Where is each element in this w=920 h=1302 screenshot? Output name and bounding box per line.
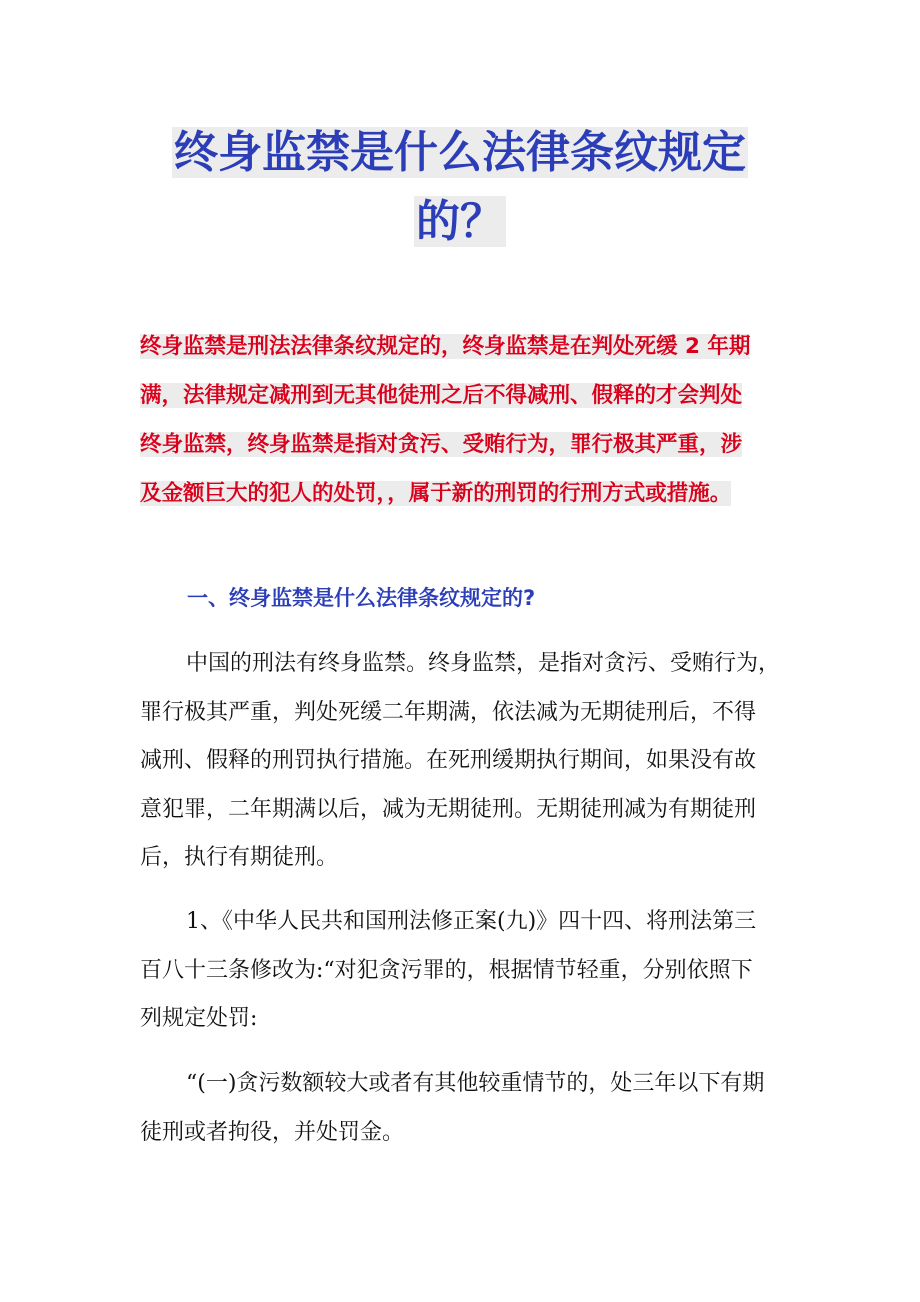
- title-line-2: 的？: [416, 196, 504, 247]
- title-line-1: 终身监禁是什么法律条纹规定: [174, 127, 746, 178]
- document-title-continued: [120, 186, 800, 258]
- paragraph-line: 百八十三条修改为:“对犯贪污罪的，根据情节轻重，分别依照下: [140, 957, 753, 983]
- summary-line: [140, 469, 782, 518]
- body-paragraph-3: [140, 1060, 782, 1157]
- paragraph-line: 减刑、假释的刑罚执行措施。在死刑缓期执行期间，如果没有故: [140, 748, 757, 773]
- paragraph-line: 列规定处罚:: [140, 1006, 258, 1031]
- document-title: [120, 117, 800, 189]
- paragraph-line: “(一)贪污数额较大或者有其他较重情节的，处三年以下有期: [186, 1071, 765, 1096]
- paragraph-line: 1、《中华人民共和国刑法修正案(九)》四十四、将刑法第三: [186, 909, 757, 934]
- summary-line-text: 及金额巨大的犯人的处罚，，属于新的刑罚的行刑方式或措施。: [140, 481, 732, 506]
- summary-line: [140, 322, 782, 371]
- paragraph-line: 意犯罪，二年期满以后，减为无期徒刑。无期徒刑减为有期徒刑: [140, 796, 757, 822]
- summary-paragraph: [140, 322, 782, 518]
- summary-line: [140, 420, 782, 469]
- paragraph-line: 徒刑或者拘役，并处罚金。: [140, 1119, 405, 1145]
- section-heading: 一、终身监禁是什么法律条纹规定的?: [187, 586, 536, 610]
- body-paragraph-1: [140, 640, 782, 883]
- summary-line-text: 终身监禁是刑法法律条纹规定的，终身监禁是在判处死缓 2 年期: [140, 334, 751, 359]
- body-paragraph-2: [140, 898, 782, 1044]
- summary-line-text: 满，法律规定减刑到无其他徒刑之后不得减刑、假释的才会判处: [140, 383, 743, 408]
- paragraph-line: 罪行极其严重，判处死缓二年期满，依法减为无期徒刑后，不得: [140, 699, 757, 725]
- summary-line: [140, 371, 782, 420]
- paragraph-line: 中国的刑法有终身监禁。终身监禁，是指对贪污、受贿行为，: [186, 651, 781, 676]
- summary-line-text: 终身监禁，终身监禁是指对贪污、受贿行为，罪行极其严重，涉: [140, 432, 743, 457]
- paragraph-line: 后，执行有期徒刑。: [140, 845, 339, 870]
